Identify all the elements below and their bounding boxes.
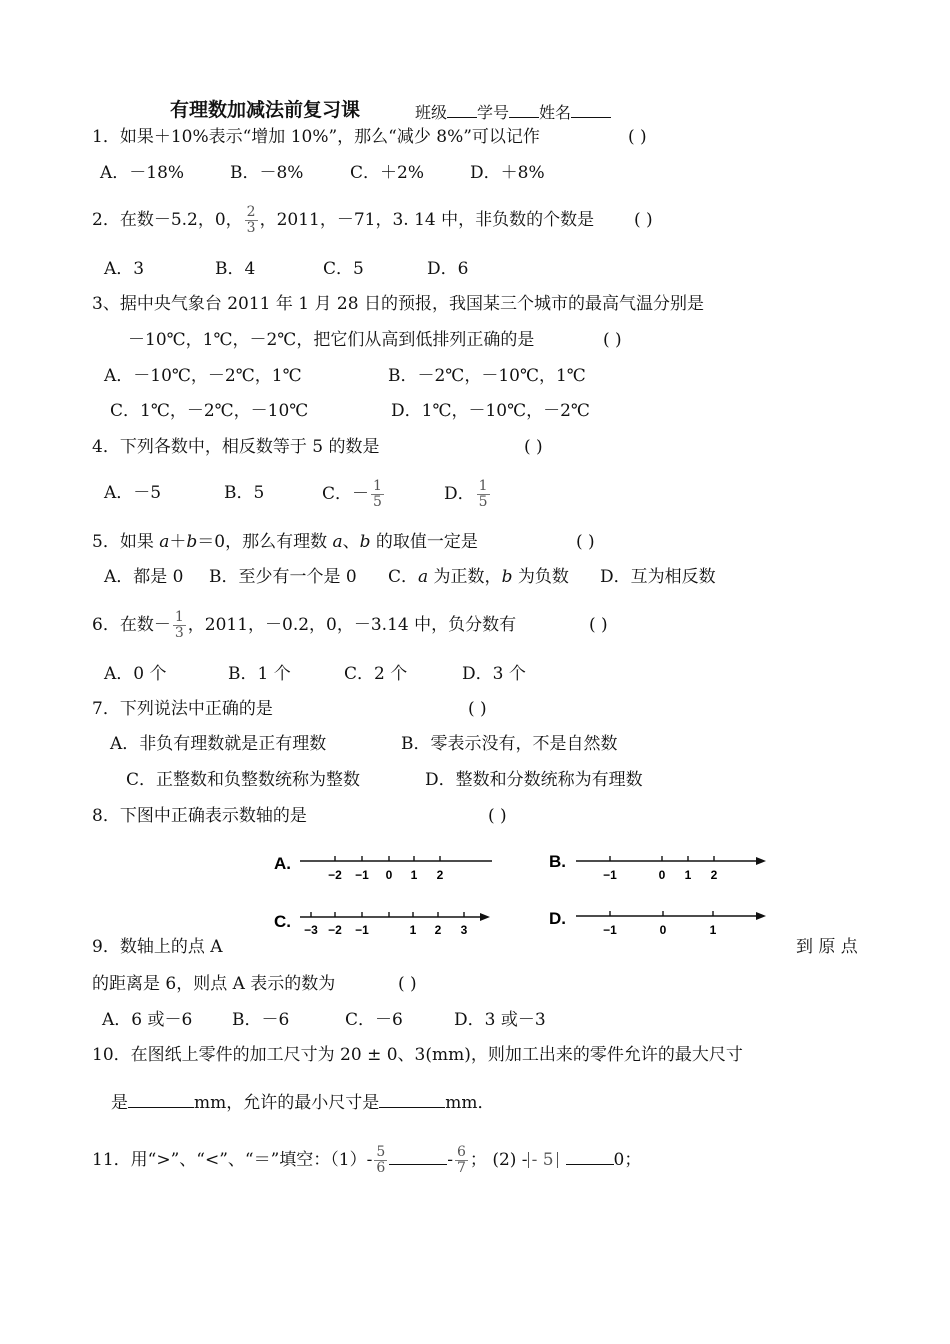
q4-stem: 4．下列各数中，相反数等于 5 的数是 bbox=[92, 437, 380, 457]
q11-fraction-2 bbox=[455, 1145, 468, 1176]
q6-option-d: D．3 个 bbox=[462, 664, 526, 684]
q8-answer-paren[interactable]: ( ) bbox=[488, 806, 507, 826]
q7-answer-paren[interactable]: ( ) bbox=[468, 699, 487, 719]
number-line-b-label: B. bbox=[549, 852, 566, 871]
number-line-c-tick-label: 1 bbox=[409, 923, 417, 937]
q6-option-c: C．2 个 bbox=[344, 664, 408, 684]
q11-absolute-value: - 5 bbox=[528, 1152, 558, 1168]
number-line-a-tick-label: −1 bbox=[355, 868, 369, 882]
q7-option-b: B．零表示没有，不是自然数 bbox=[401, 734, 618, 754]
q10-line2-suffix: mm． bbox=[445, 1093, 495, 1113]
name-label: 姓名 bbox=[539, 103, 572, 122]
q5-option-b: B．至少有一个是 0 bbox=[209, 567, 357, 587]
q10-stem-line1: 10．在图纸上零件的加工尺寸为 20 ± 0、3(mm)，则加工出来的零件允许的最大尺寸 bbox=[92, 1045, 743, 1065]
number-line-d-label: D. bbox=[549, 909, 566, 928]
number-line-a bbox=[274, 854, 492, 882]
q11-frac2-numerator: 6 bbox=[457, 1144, 466, 1160]
q9-option-c: C．－6 bbox=[345, 1010, 403, 1030]
q5-option-d: D．互为相反数 bbox=[600, 567, 716, 587]
q2-answer-paren[interactable]: ( ) bbox=[634, 210, 653, 230]
q2-frac-denominator: 3 bbox=[246, 220, 256, 236]
q9-stem-left: 9．数轴上的点 A bbox=[92, 937, 223, 957]
number-line-a-tick-label: 1 bbox=[410, 868, 418, 882]
number-line-d-tick-label: 0 bbox=[659, 923, 667, 937]
q5-stem-s1: 5．如果 bbox=[92, 532, 160, 552]
number-line-c-tick-label: 3 bbox=[460, 923, 468, 937]
q5-sep: 、 bbox=[342, 532, 360, 552]
q3-option-a: A．－10℃，－2℃，1℃ bbox=[104, 366, 302, 386]
q10-line2-prefix: 是 bbox=[111, 1093, 128, 1113]
q5-var-b2: b bbox=[359, 532, 371, 552]
q1-option-c: C．＋2% bbox=[350, 163, 424, 183]
q11-blank-2[interactable] bbox=[566, 1148, 614, 1165]
q4-option-c-denominator: 5 bbox=[373, 494, 382, 510]
q9-answer-paren[interactable]: ( ) bbox=[398, 974, 417, 994]
q10-min-size-blank[interactable] bbox=[379, 1091, 445, 1108]
q11-blank-1[interactable] bbox=[389, 1148, 447, 1165]
q10-stem-line2 bbox=[111, 1091, 495, 1114]
q6-frac-denominator: 3 bbox=[174, 625, 184, 641]
q10-line2-mid: mm，允许的最小尺寸是 bbox=[194, 1093, 380, 1113]
q4-option-a: A．－5 bbox=[104, 483, 162, 503]
number-line-b-arrow-icon bbox=[756, 857, 766, 865]
q3-stem-line1: 3、据中央气象台 2011 年 1 月 28 日的预报，我国某三个城市的最高气温分别是 bbox=[92, 294, 704, 314]
q2-option-a: A．3 bbox=[104, 259, 145, 279]
q3-option-b: B．－2℃，－10℃，1℃ bbox=[388, 366, 586, 386]
number-line-b-tick-label: 2 bbox=[710, 868, 718, 882]
q5-option-c-var-b: b bbox=[501, 567, 513, 587]
q6-frac-numerator: 1 bbox=[174, 609, 184, 625]
q2-stem-pre: 2．在数－5.2，0， bbox=[92, 210, 243, 230]
q1-option-a: A．－18% bbox=[100, 163, 185, 183]
q5-stem-s2: ＝0，那么有理数 bbox=[197, 532, 333, 552]
q1-answer-paren[interactable]: ( ) bbox=[628, 127, 647, 147]
q5-plus: ＋ bbox=[169, 532, 187, 552]
q6-option-b: B．1 个 bbox=[228, 664, 291, 684]
q4-option-c-prefix: C．－ bbox=[322, 484, 370, 504]
q4-option-d-denominator: 5 bbox=[478, 494, 488, 510]
q1-option-b: B．－8% bbox=[230, 163, 304, 183]
number-line-a-tick-label: 2 bbox=[436, 868, 444, 882]
q10-max-size-blank[interactable] bbox=[128, 1091, 194, 1108]
q5-stem-s3: 的取值一定是 bbox=[370, 532, 478, 552]
q9-option-b: B．－6 bbox=[232, 1010, 290, 1030]
number-line-d-arrow-icon bbox=[756, 912, 766, 920]
q5-var-b: b bbox=[186, 532, 198, 552]
q2-option-b: B．4 bbox=[215, 259, 256, 279]
q6-stem-post: ，2011，－0.2，0，－3.14 中，负分数有 bbox=[187, 615, 517, 635]
q11-minus: - bbox=[447, 1150, 453, 1170]
number-line-a-label: A. bbox=[274, 854, 291, 873]
page-title: 有理数加减法前复习课 bbox=[170, 99, 361, 121]
q11-separator: ； (2) - bbox=[469, 1150, 528, 1170]
q3-option-c: C．1℃，－2℃，－10℃ bbox=[110, 401, 309, 421]
q7-stem: 7．下列说法中正确的是 bbox=[92, 699, 273, 719]
q7-option-c: C．正整数和负整数统称为整数 bbox=[126, 770, 361, 790]
q6-stem-pre: 6．在数－ bbox=[92, 615, 171, 635]
number-line-c-tick-label: −2 bbox=[328, 923, 342, 937]
number-line-c bbox=[274, 912, 490, 937]
q5-option-c-mid: 为正数， bbox=[428, 567, 502, 587]
q2-stem-post: ，2011，－71，3. 14 中，非负数的个数是 bbox=[259, 210, 595, 230]
q11-fraction-1 bbox=[374, 1145, 387, 1176]
q1-option-d: D．＋8% bbox=[470, 163, 545, 183]
number-line-a-tick-label: 0 bbox=[385, 868, 393, 882]
q9-stem-line2: 的距离是 6，则点 A 表示的数为 bbox=[92, 974, 336, 994]
q11-stem-pre: 11．用“>”、“<”、“＝”填空：（1）- bbox=[92, 1150, 373, 1170]
q5-var-a2: a bbox=[332, 532, 343, 552]
q4-option-c-numerator: 1 bbox=[373, 478, 382, 494]
q11-frac2-denominator: 7 bbox=[457, 1160, 466, 1176]
q2-frac-numerator: 2 bbox=[246, 204, 256, 220]
q9-option-d: D．3 或－3 bbox=[454, 1010, 546, 1030]
number-line-a-tick-label: −2 bbox=[328, 868, 342, 882]
number-line-c-tick-label: −1 bbox=[355, 923, 369, 937]
number-line-c-tick-label: −3 bbox=[304, 923, 318, 937]
class-label: 班级 bbox=[415, 103, 448, 122]
q3-answer-paren[interactable]: ( ) bbox=[603, 330, 622, 350]
q4-option-b: B．5 bbox=[224, 483, 265, 503]
q3-option-d: D．1℃，－10℃，－2℃ bbox=[391, 401, 590, 421]
q4-answer-paren[interactable]: ( ) bbox=[524, 437, 543, 457]
q7-option-d: D．整数和分数统称为有理数 bbox=[425, 770, 643, 790]
q7-option-a: A．非负有理数就是正有理数 bbox=[110, 734, 327, 754]
number-line-b-tick-label: 1 bbox=[684, 868, 692, 882]
q5-option-c-prefix: C． bbox=[388, 567, 419, 587]
q6-answer-paren[interactable]: ( ) bbox=[589, 615, 608, 635]
q8-stem: 8．下图中正确表示数轴的是 bbox=[92, 806, 307, 826]
q11-stem-post: 0； bbox=[613, 1150, 642, 1170]
q2-option-d: D．6 bbox=[427, 259, 469, 279]
number-line-b bbox=[549, 852, 766, 882]
q11-stem bbox=[92, 1138, 641, 1182]
q11-frac1-denominator: 6 bbox=[376, 1160, 386, 1176]
number-line-c-label: C. bbox=[274, 912, 291, 931]
q5-option-c-post: 为负数 bbox=[512, 567, 569, 587]
number-line-b-tick-label: 0 bbox=[658, 868, 666, 882]
q2-option-c: C．5 bbox=[323, 259, 364, 279]
number-line-d bbox=[549, 909, 766, 937]
number-line-c-tick-label: 2 bbox=[434, 923, 442, 937]
q5-answer-paren[interactable]: ( ) bbox=[576, 532, 595, 552]
number-line-d-tick-label: 1 bbox=[709, 923, 717, 937]
q5-option-c-var-a: a bbox=[418, 567, 429, 587]
id-label: 学号 bbox=[477, 103, 510, 122]
q1-stem: 1．如果＋10%表示“增加 10%”，那么“减少 8%”可以记作 bbox=[92, 127, 540, 147]
q4-option-d-prefix: D． bbox=[444, 484, 475, 504]
q6-option-a: A．0 个 bbox=[104, 664, 167, 684]
q11-frac1-numerator: 5 bbox=[376, 1144, 386, 1160]
number-line-d-tick-label: −1 bbox=[603, 923, 617, 937]
q9-option-a: A．6 或－6 bbox=[102, 1010, 193, 1030]
q3-stem-line2: －10℃，1℃，－2℃，把它们从高到低排列正确的是 bbox=[128, 330, 535, 350]
q9-stem-right: 到 原 点 bbox=[796, 937, 858, 957]
number-line-c-arrow-icon bbox=[480, 913, 490, 921]
q5-var-a: a bbox=[159, 532, 170, 552]
q5-option-a: A．都是 0 bbox=[104, 567, 184, 587]
number-line-b-tick-label: −1 bbox=[603, 868, 617, 882]
q4-option-d-numerator: 1 bbox=[478, 478, 488, 494]
